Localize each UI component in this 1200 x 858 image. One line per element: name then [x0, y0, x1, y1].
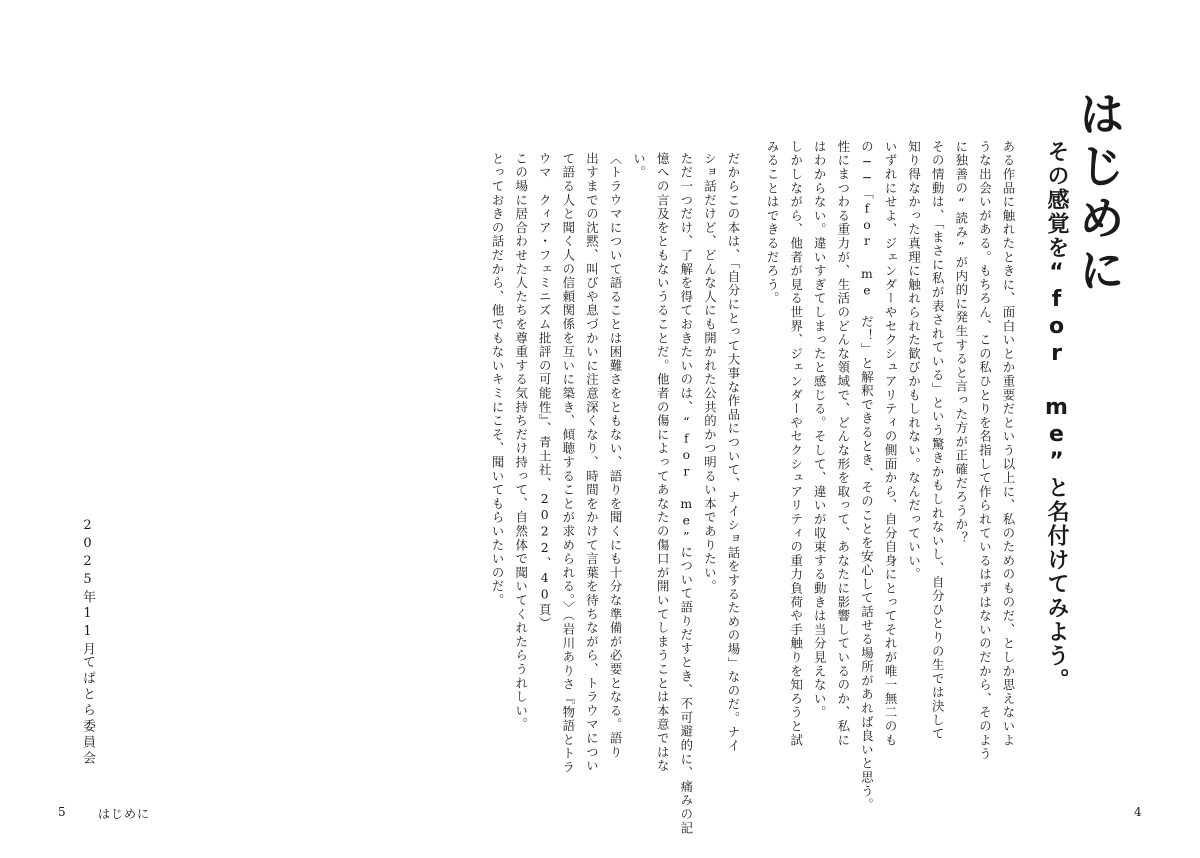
quote-line: 出すまでの沈黙、叫びや息づかいに注意深くなり、時間をかけて言葉を待ちながら、トラウマについ	[584, 152, 600, 773]
body-line: 性にまつわる重力が、生活のどんな領域で、どんな形を取って、あなたに影響しているのか、私に	[835, 140, 851, 748]
body-line: その情動は、「まさに私が表されている」という驚きかもしれないし、自分ひとりの生では決して	[930, 140, 946, 741]
page-number-left: 5	[58, 805, 67, 819]
body-line: ただ一つだけ、了解を得ておきたいのは、“for me”について語りだすとき、不可避的に、痛みの記	[678, 152, 694, 836]
signoff-author-col	[77, 655, 97, 767]
body-line: に独善の“読み”が内的に発生すると言った方が正確だろうか？	[953, 140, 969, 546]
chapter-subtitle: その感覚を“for me”と名付けてみよう。	[1044, 140, 1069, 692]
body-line: うな出会いがある。もちろん、この私ひとりを名指して作られているはずはないのだから、そのよう	[977, 140, 993, 761]
body-line: しかしながら、他者が見る世界、ジェンダーやセクシュアリティの重力負荷や手触りを知ろうと試	[788, 140, 804, 748]
chapter-title: はじめに	[1072, 90, 1126, 298]
body-line: ショ話だけど、どんな人にも開かれた公共的かつ明るい本でありたい。	[702, 152, 718, 594]
body-line: はわからない。違いすぎてしまったと感じる。そして、違いが収束する動きは当分見えない。	[812, 140, 828, 720]
body-line: だからこの本は、「自分にとって大事な作品について、ナイショ話をするための場」なのだ。ナイ	[726, 152, 741, 753]
left-page-body	[485, 152, 745, 835]
quote-line: て語る人と聞く人の信頼関係を互いに築き、傾聴することが求められる。〉（岩川ありさ『物語とトラ	[560, 152, 576, 775]
body-line: 憶への言及をともないうることだ。他者の傷によってあなたの傷口が開いてしまうことは本意ではな	[655, 152, 671, 773]
body-line: ある作品に触れたときに、面白いとか重要だという以上に、私のためのものだ、としか思えないよ	[1001, 140, 1016, 748]
body-line: い。	[631, 152, 647, 180]
body-line: いずれにせよ、ジェンダーやセクシュアリティの側面から、自分自身にとってそれが唯一無二のも	[883, 140, 899, 748]
body-line: とっておきの話だから、他でもないキミにこそ、聞いてもらいたいのだ。	[490, 152, 506, 608]
body-line: 知り得なかった真理に触れられた歓びかもしれない。なんだっていい。	[906, 140, 922, 582]
running-head: はじめに	[98, 807, 151, 821]
page-number-right: 4	[1134, 805, 1143, 819]
body-line: の──「for me だ！」と解釈できるとき、そのことを安心して話せる場所があれば良いと思う。	[859, 140, 875, 812]
body-line: みることはできるだろう。	[765, 140, 781, 306]
body-line: この場に居合わせた人たちを尊重する気持ちだけ持って、自然体で聞いてくれたらうれしい。	[513, 152, 529, 732]
quote-line: ウマ クィア・フェミニズム批評の可能性』、青土社、2022、40頁）	[537, 152, 553, 631]
quote-line: 〈トラウマについて語ることは困難さをともない、語りを聞くにも十分な準備が必要となる。語り	[608, 152, 624, 760]
right-page-body	[760, 140, 1020, 812]
signoff-date: 2025年11月	[80, 518, 95, 658]
signoff-author: てぱとら委員会	[80, 655, 95, 767]
signoff	[77, 518, 97, 658]
